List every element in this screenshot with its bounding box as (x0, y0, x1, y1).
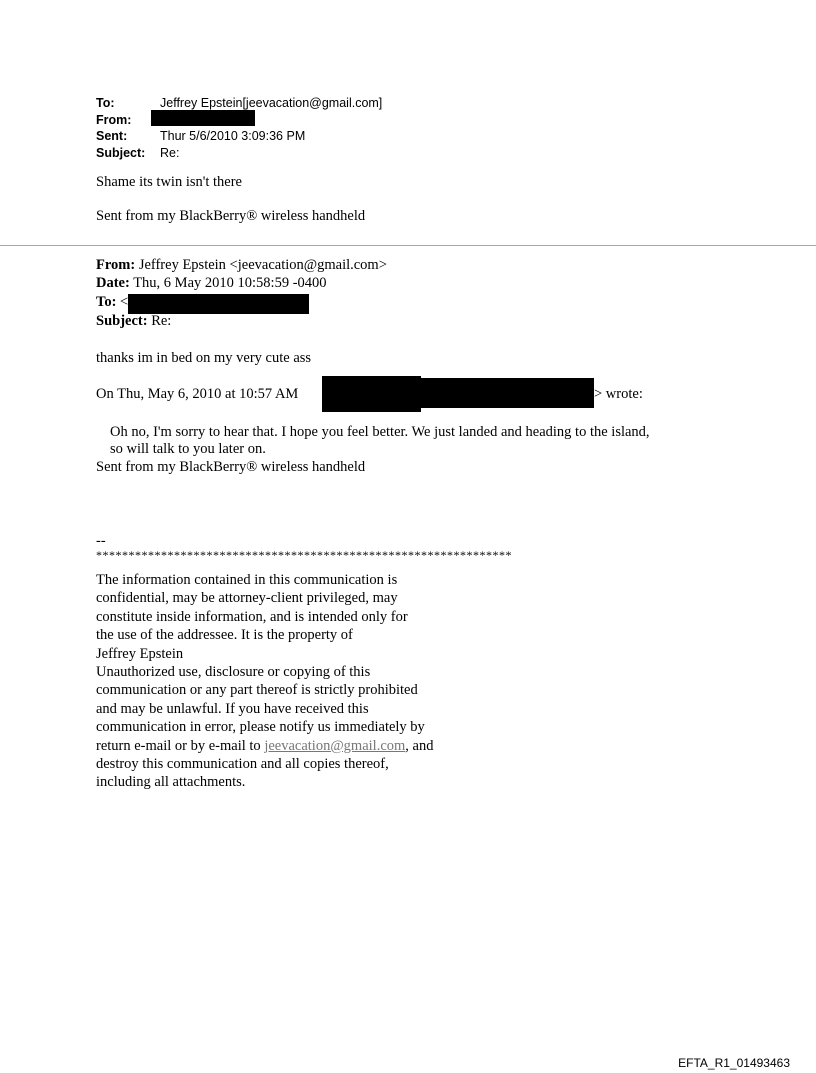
quoted-from-row (96, 257, 387, 274)
message-divider (0, 245, 816, 246)
inner-body-line-2: so will talk to you later on. (110, 441, 266, 457)
disclaimer-link-prefix: return e-mail or by e-mail to (96, 737, 265, 754)
disclaimer-line: communication in error, please notify us immediately by (96, 719, 425, 736)
disclaimer-line: including all attachments. (96, 774, 246, 791)
redaction-attribution-1 (322, 376, 421, 412)
disclaimer-line: and may be unlawful. If you have received this (96, 700, 369, 717)
quoted-from-value: Jeffrey Epstein <jeevacation@gmail.com> (138, 257, 387, 273)
signature-stars: **************************************************************** (96, 548, 512, 562)
disclaimer-line-with-link (96, 737, 433, 755)
quoted-to-row (96, 294, 128, 311)
inner-signature: Sent from my BlackBerry® wireless handheld (96, 459, 366, 475)
quoted-from-label: From: (96, 257, 136, 273)
quoted-to-label: To: (96, 294, 117, 310)
disclaimer-line: destroy this communication and all copies thereof, (96, 756, 389, 773)
from-label: From: (96, 112, 132, 127)
disclaimer-line: constitute inside information, and is intended only for (96, 608, 408, 625)
quoted-date-label: Date: (96, 275, 130, 291)
to-value: Jeffrey Epstein[jeevacation@gmail.com] (160, 96, 383, 110)
disclaimer-text (96, 571, 433, 792)
quoted-to-value: < (120, 294, 129, 310)
sent-label: Sent: (96, 129, 128, 143)
quoted-attribution-end: > wrote: (594, 386, 643, 402)
quoted-subject-label: Subject: (96, 313, 148, 329)
disclaimer-line: The information contained in this communication is (96, 572, 398, 588)
quoted-date-value: Thu, 6 May 2010 10:58:59 -0400 (133, 275, 327, 291)
disclaimer-line: the use of the addressee. It is the property of (96, 627, 353, 644)
inner-body-line-1: Oh no, I'm sorry to hear that. I hope you feel better. We just landed and heading to the island, (110, 424, 650, 440)
to-label: To: (96, 96, 115, 110)
reply-signature: Sent from my BlackBerry® wireless handheld (96, 208, 366, 224)
sent-value: Thur 5/6/2010 3:09:36 PM (160, 129, 306, 143)
reply-body: Shame its twin isn't there (96, 174, 242, 190)
document-id: EFTA_R1_01493463 (678, 1056, 790, 1070)
redaction-quoted-to (128, 294, 309, 314)
quoted-attribution-start: On Thu, May 6, 2010 at 10:57 AM (96, 386, 299, 402)
subject-value: Re: (160, 145, 180, 160)
disclaimer-line: communication or any part thereof is strictly prohibited (96, 682, 418, 699)
disclaimer-line: confidential, may be attorney-client privileged, may (96, 590, 398, 607)
redaction-header-from (151, 110, 255, 126)
redaction-attribution-2 (421, 378, 594, 408)
disclaimer-line: Unauthorized use, disclosure or copying of this (96, 664, 371, 681)
disclaimer-link-suffix: , and (405, 737, 434, 754)
signature-dashes: -- (96, 533, 106, 549)
disclaimer-email-link[interactable]: jeevacation@gmail.com (264, 737, 406, 754)
quoted-subject-value: Re: (151, 313, 172, 329)
disclaimer-line: Jeffrey Epstein (96, 645, 184, 662)
quoted-body: thanks im in bed on my very cute ass (96, 350, 312, 366)
quoted-subject-row (96, 313, 171, 330)
quoted-date-row (96, 275, 327, 292)
subject-label: Subject: (96, 145, 146, 160)
